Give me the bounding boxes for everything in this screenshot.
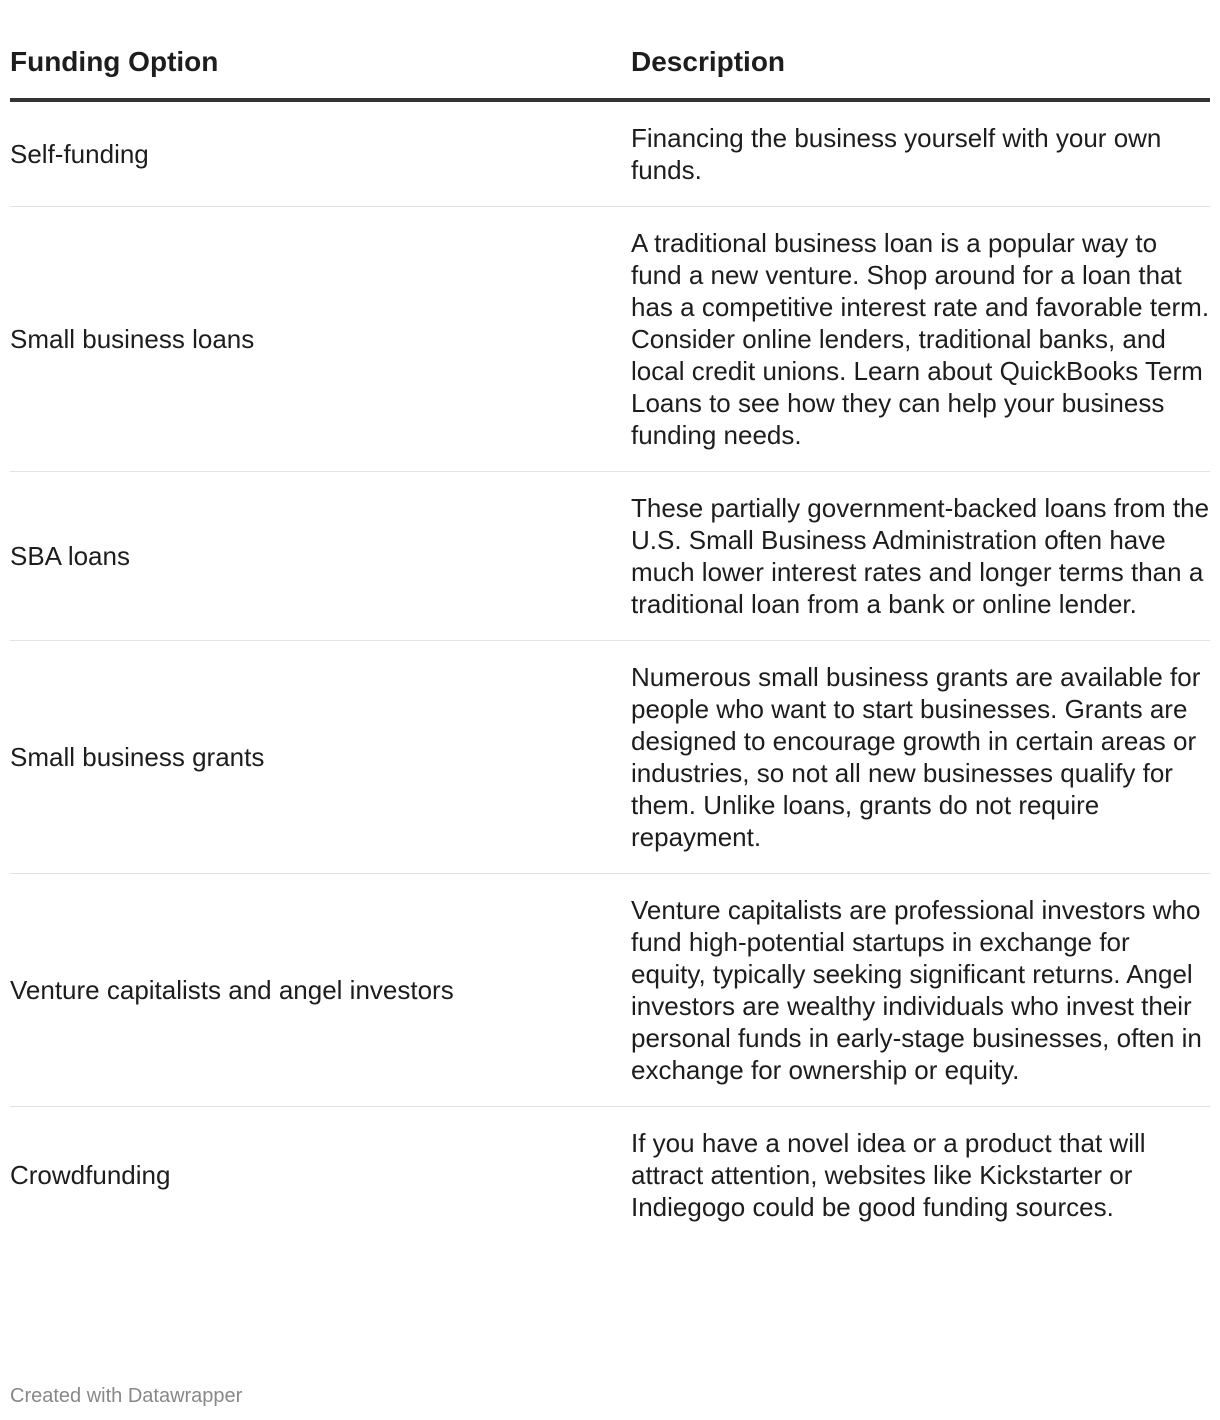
funding-option-cell: Small business grants bbox=[10, 641, 631, 874]
description-cell: If you have a novel idea or a product that will attract attention, websites like Kickstarter or Indiegogo could be good funding sources. bbox=[631, 1128, 1146, 1222]
description-cell: Numerous small business grants are available for people who want to start businesses. Grants are designed to encourage growth in certain areas or industries, so not all new businesses qualify for them. Unlike loans, grants do not require repayment. bbox=[631, 641, 1210, 874]
table-row bbox=[10, 874, 1210, 1107]
funding-options-table-container bbox=[10, 0, 1210, 1243]
table-row bbox=[10, 100, 1210, 207]
funding-option-cell: Self-funding bbox=[10, 100, 631, 207]
column-header-description: Description bbox=[631, 0, 1210, 100]
table-row bbox=[10, 207, 1210, 472]
table-header bbox=[10, 0, 1210, 100]
funding-option-cell: Small business loans bbox=[10, 207, 631, 472]
description-cell: Venture capitalists are professional investors who fund high-potential startups in exchange for equity, typically seeking significant returns. Angel investors are wealthy individuals who invest their personal funds in early-stage businesses, often in exchange for ownership or equity. bbox=[631, 874, 1210, 1107]
description-cell: These partially government-backed loans from the U.S. Small Business Administration often have much lower interest rates and longer terms than a traditional loan from a bank or online lender. bbox=[631, 472, 1210, 641]
funding-option-cell: Venture capitalists and angel investors bbox=[10, 874, 631, 1107]
table-row bbox=[10, 641, 1210, 874]
column-header-funding-option: Funding Option bbox=[10, 0, 631, 100]
table-body bbox=[10, 100, 1210, 1243]
header-row bbox=[10, 0, 1210, 100]
description-cell: Financing the business yourself with your own funds. bbox=[631, 100, 1210, 207]
funding-options-table bbox=[10, 0, 1210, 1243]
funding-option-cell: Crowdfunding bbox=[10, 1160, 171, 1190]
description-cell: A traditional business loan is a popular way to fund a new venture. Shop around for a loan that has a competitive interest rate and favorable term. Consider online lenders, traditional banks, and local credit unions. Learn about QuickBooks Term Loans to see how they can help your business funding needs. bbox=[631, 207, 1210, 472]
datawrapper-credit[interactable]: Created with Datawrapper bbox=[10, 1385, 243, 1407]
table-row bbox=[10, 472, 1210, 641]
table-row bbox=[10, 1107, 1210, 1244]
funding-option-cell: SBA loans bbox=[10, 472, 631, 641]
